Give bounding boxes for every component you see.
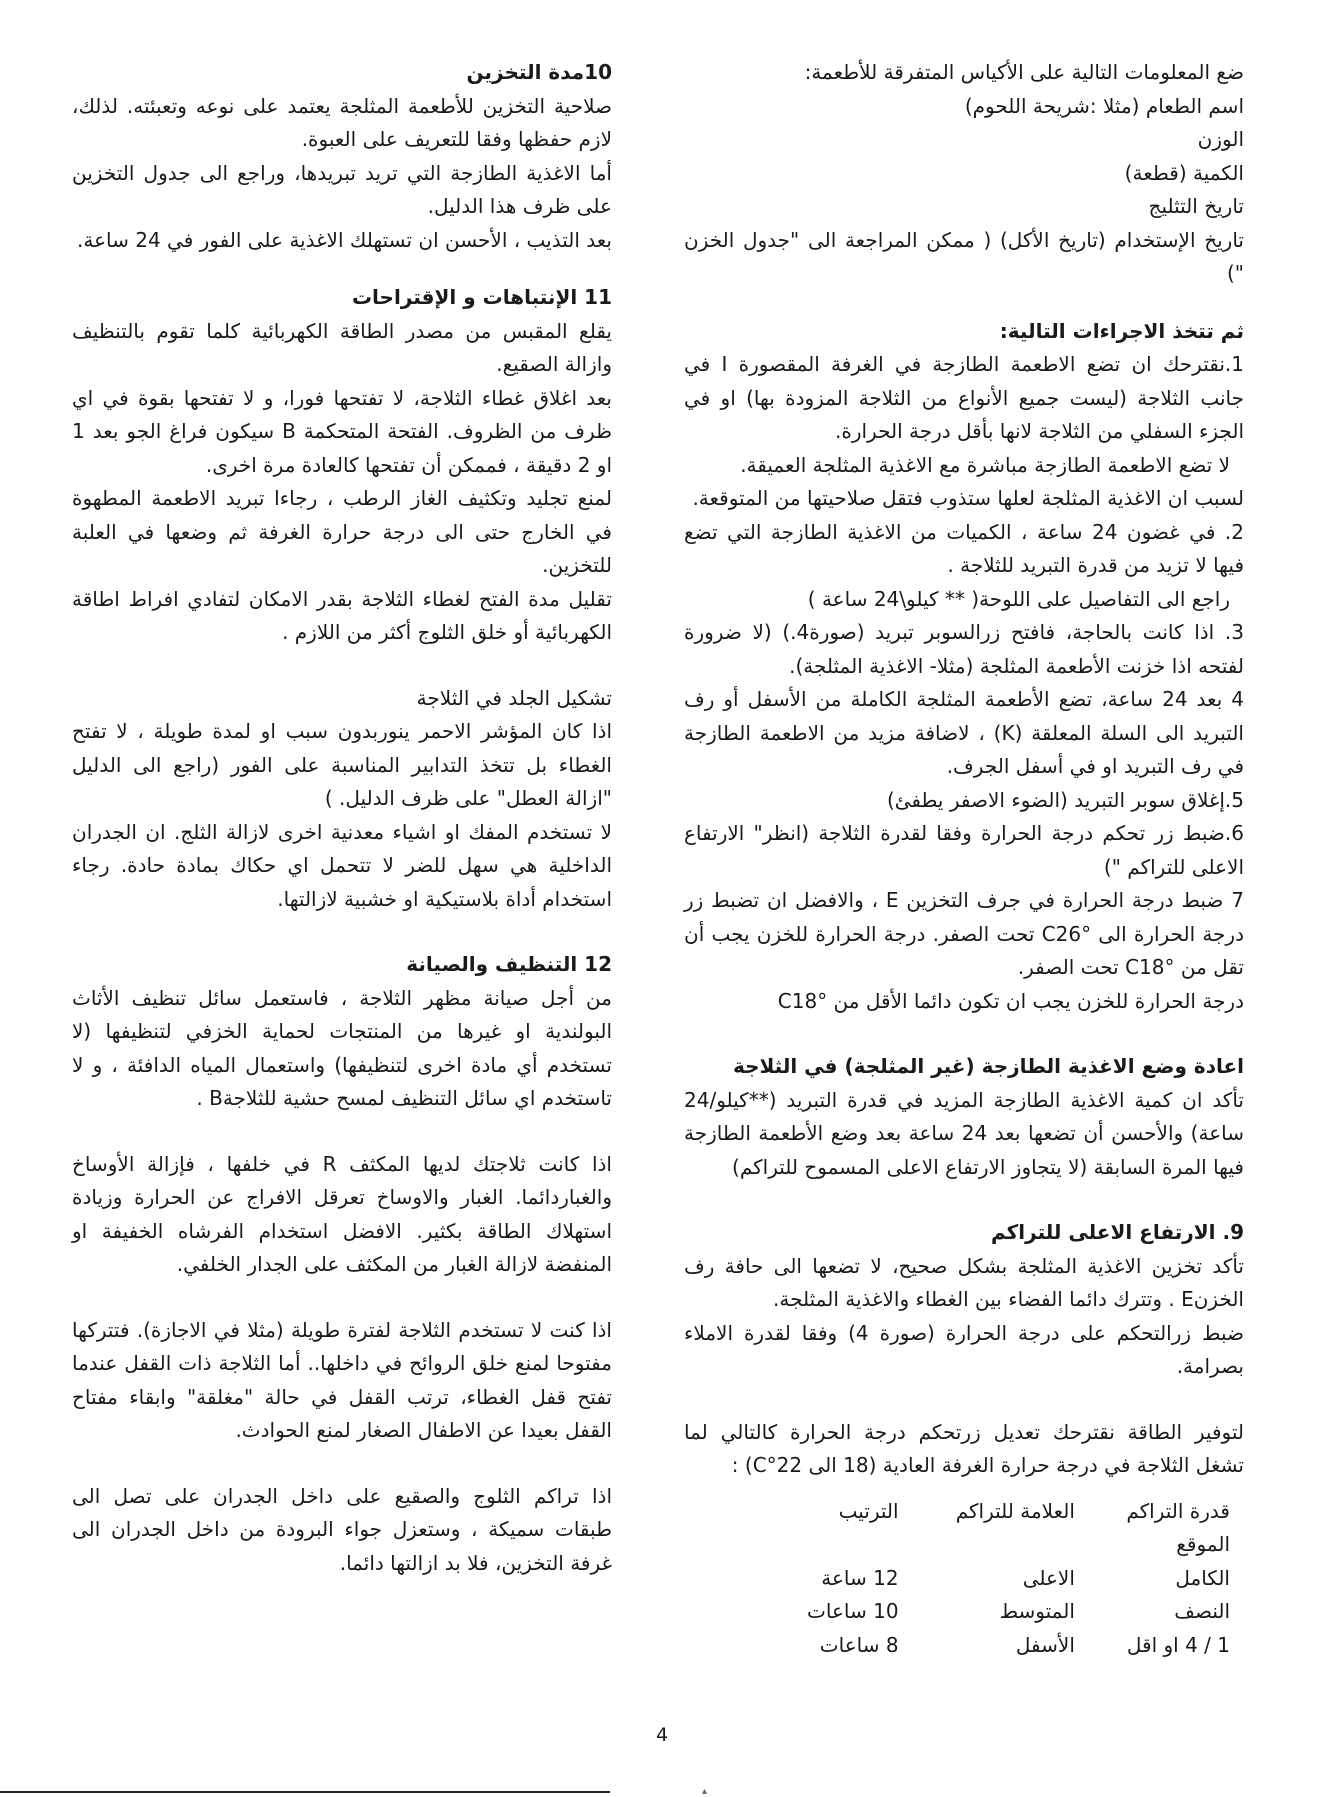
table-cell: 12 ساعة	[821, 1565, 899, 1590]
table-row	[760, 1595, 1230, 1629]
procedure-step: 4 بعد 24 ساعة، تضع الأطعمة المثلجة الكاملة من الأسفل أو رف التبريد الى السلة المعلقة (K) ، لاضافة مزيد من الاطعمة الطازجة في رف التبريد او في أسفل الجرف.	[684, 687, 1244, 778]
table-cell: النصف	[1174, 1599, 1230, 1623]
table-cell: الاعلى	[1022, 1565, 1075, 1590]
table-cell: 1 / 4 او اقل	[1126, 1632, 1230, 1657]
label-item: اسم الطعام (مثلا :شريحة اللحوم)	[964, 93, 1244, 118]
max-stack-text: ضبط زرالتحكم على درجة الحرارة (صورة 4) وفقا لقدرة الاملاء بصرامة.	[684, 1320, 1244, 1378]
max-stack-heading: 9. الارتفاع الاعلى للتراكم	[990, 1220, 1244, 1244]
tips-paragraph: يقلع المقبس من مصدر الطاقة الكهربائية كلما تقوم بالتنظيف وازالة الصقيع.	[72, 318, 612, 376]
labeling-intro: ضع المعلومات التالية على الأكياس المتفرقة للأطعمة:	[804, 60, 1244, 84]
table-header: الترتيب	[838, 1498, 899, 1523]
procedure-note: لا تضع الاطعمة الطازجة مباشرة مع الاغذية المثلجة العميقة.	[740, 452, 1230, 477]
energy-text: لتوفير الطاقة نقترحك تعديل زرتحكم درجة الحرارة كالتالي لما تشغل الثلاجة في درجة حرارة الغرفة العادية (18 الى 22°C) :	[684, 1419, 1244, 1477]
table-cell: 8 ساعات	[819, 1632, 899, 1657]
table-row	[760, 1629, 1230, 1663]
stacking-table	[760, 1495, 1230, 1663]
table-header: الموقع	[1176, 1532, 1230, 1556]
table-header: قدرة التراكم	[1126, 1498, 1230, 1523]
cleaning-paragraph: من أجل صيانة مظهر الثلاجة ، فاستعمل سائل تنظيف الأثاث البولندية او غيرها من المنتجات لحماية الخزفي لتنظيفها (لا تستخدم أي مادة اخرى لتنظيفها) واستعمال المياه الدافئة ، و لا تاستخدم اي سائل التنظيف لمسح حشية للثلاجةB .	[72, 985, 612, 1110]
tips-heading: 11 الإنتباهات و الإقتراحات	[351, 285, 612, 309]
procedure-step: 5.إغلاق سوبر التبريد (الضوء الاصفر يطفئ)	[886, 787, 1244, 812]
cleaning-heading: 12 التنظيف والصيانة	[406, 952, 612, 976]
procedure-step: 1.نقترحك ان تضع الاطعمة الطازجة في الغرفة المقصورة I في جانب الثلاجة (ليست جميع الأنواع من الثلاجة المزودة بها) او في الجزء السفلي من الثلاجة لانها بأقل درجة الحرارة.	[684, 352, 1245, 443]
frost-paragraph: اذا كان المؤشر الاحمر ينوربدون سبب او لمدة طويلة ، لا تفتح الغطاء بل تتخذ التدابير المناسبة على الفور (راجع الى الدليل "ازالة العطل" على ظرف الدليل. )	[72, 719, 612, 810]
table-cell: 10 ساعات	[807, 1599, 899, 1623]
footer-mark: ▴	[702, 1786, 708, 1797]
tips-paragraph: تقليل مدة الفتح لغطاء الثلاجة بقدر الامكان لتفادي افراط اطاقة الكهربائية أو خلق الثلوج أكثر من اللازم .	[72, 586, 612, 644]
procedure-step: 6.ضبط زر تحكم درجة الحرارة وفقا لقدرة الثلاجة (انظر" الارتفاع الاعلى للتراكم ")	[684, 821, 1244, 879]
procedures-heading: ثم تتخذ الاجراءات التالية:	[999, 318, 1244, 343]
tips-paragraph: بعد اغلاق غطاء الثلاجة، لا تفتحها فورا، و لا تفتحها بقوة في اي ظرف من الظروف. الفتحة المتحكمة B سيكون فراغ الجو بعد 1 او 2 دقيقة ، فممكن أن تفتحها كالعادة مرة اخرى.	[72, 385, 612, 477]
tips-paragraph: لمنع تجليد وتكثيف الغاز الرطب ، رجاءا تبريد الاطعمة المطهوة في الخارج حتى الى درجة حرارة الغرفة ثم وضعها في العلبة للتخزين.	[72, 486, 612, 577]
label-item: الكمية (قطعة)	[1124, 160, 1244, 185]
table-cell: المتوسط	[999, 1599, 1075, 1623]
procedure-step: 2. في غضون 24 ساعة ، الكميات من الاغذية الطازجة التي تضع فيها لا تزيد من قدرة التبريد للثلاجة .	[684, 519, 1245, 577]
ice-paragraph: اذا تراكم الثلوج والصقيع على داخل الجدران على تصل الى طبقات سميكة ، وستعزل جواء البرودة من داخل الجدران الى غرفة التخزين، فلا بد ازالتها دائما.	[72, 1483, 612, 1575]
page-number: 4	[655, 1724, 669, 1746]
table-row	[760, 1562, 1230, 1596]
procedure-note: درجة الحرارة للخزن يجب ان تكون دائما الأقل من C18°	[777, 988, 1244, 1013]
procedure-step: 3. اذا كانت بالحاجة، فافتح زرالسوبر تبريد (صورة4.) (لا ضرورة لفتحه اذا خزنت الأطعمة المثلجة (مثلا- الاغذية المثلجة).	[684, 620, 1244, 678]
max-stack-text: تأكد تخزين الاغذية المثلجة بشكل صحيح، لا تضعها الى حافة رف الخزنE . وتترك دائما الفضاء بين الغطاء والاغذية المثلجة.	[684, 1253, 1244, 1311]
procedure-note: راجع الى التفاصيل على اللوحة( ** كيلو\24 ساعة )	[807, 586, 1230, 611]
table-cell: الكامل	[1175, 1565, 1230, 1590]
storage-paragraph: بعد التذيب ، الأحسن ان تستهلك الاغذية على الفور في 24 ساعة.	[76, 227, 612, 252]
storage-heading: 10مدة التخزين	[466, 60, 612, 84]
table-header: العلامة للتراكم	[955, 1498, 1075, 1523]
frost-paragraph: لا تستخدم المفك او اشياء معدنية اخرى لازالة الثلج. ان الجدران الداخلية هي سهل للضر لا تتحمل اي حكاك بمادة حادة. رجاء استخدام أداة بلاستيكية او خشبية لازالتها.	[72, 819, 612, 911]
storage-paragraph: أما الاغذية الطازجة التي تريد تبريدها، وراجع الى جدول التخزين على ظرف هذا الدليل.	[72, 160, 612, 218]
table-header-row	[760, 1528, 1230, 1562]
left-column	[72, 56, 612, 1580]
table-cell: الأسفل	[1015, 1632, 1075, 1657]
footer-divider	[0, 1791, 610, 1793]
procedure-step: 7 ضبط درجة الحرارة في جرف التخزين E ، والافضل ان تضبط زر درجة الحرارة الى C26° تحت الصفر. درجة الحرارة للخزن يجب أن تقل من C18° تحت الصفر.	[684, 888, 1244, 979]
vacation-paragraph: اذا كنت لا تستخدم الثلاجة لفترة طويلة (مثلا في الاجازة). فتتركها مفتوحا لمنع خلق الروائح في داخلها.. أما الثلاجة ذات القفل عندما تفتح قفل الغطاء، ترتب القفل في حالة "مغلقة" وابقاء مفتاح القفل بعيدا عن الاطفال الصغار لمنع الحوادث.	[72, 1317, 612, 1442]
right-column	[684, 56, 1244, 1662]
condenser-paragraph: اذا كانت ثلاجتك لديها المكثف R في خلفها ، فإزالة الأوساخ والغباردائما. الغبار والاوساخ تعرقل الافراج عن الحرارة وزيادة استهلاك الطاقة بكثير. الافضل استخدام الفرشاه الخفيفة او المنفضة لازالة الغبار من المكثف على الجدار الخلفي.	[72, 1151, 612, 1276]
label-item: الوزن	[1197, 127, 1244, 151]
procedure-note: لسبب ان الاغذية المثلجة لعلها ستذوب فتقل صلاحيتها من المتوقعة.	[692, 486, 1244, 510]
reload-text: تأكد ان كمية الاغذية الطازجة المزيد في قدرة التبريد (**كيلو/24 ساعة) والأحسن أن تضعها بعد 24 ساعة بعد وضع الأطعمة الطازجة فيها المرة السابقة (لا يتجاوز الارتفاع الاعلى المسموح للتراكم)	[684, 1087, 1244, 1179]
table-header-row	[760, 1495, 1230, 1529]
reload-heading: اعادة وضع الاغذية الطازجة (غير المثلجة) في الثلاجة	[732, 1054, 1244, 1078]
frost-title: تشكيل الجلد في الثلاجة	[416, 685, 612, 710]
label-item: تاريخ التثليج	[1148, 194, 1244, 218]
storage-paragraph: صلاحية التخزين للأطعمة المثلجة يعتمد على نوعه وتعبئته. لذلك، لازم حفظها وفقا للتعريف على العبوة.	[72, 93, 612, 151]
label-item: تاريخ الإستخدام (تاريخ الأكل) ( ممكن المراجعة الى "جدول الخزن ")	[684, 227, 1244, 285]
